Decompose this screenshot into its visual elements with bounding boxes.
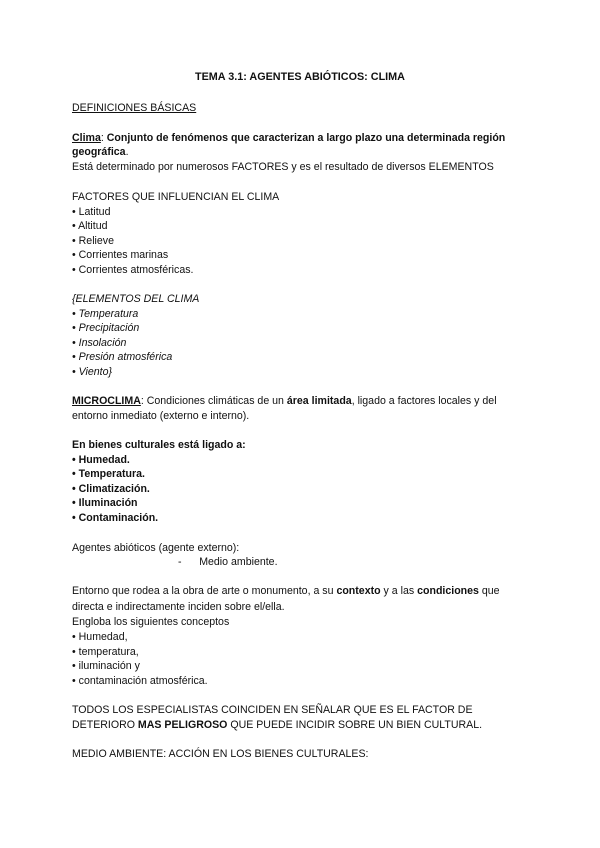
factores-item: • Corrientes atmosféricas. bbox=[72, 264, 194, 276]
elementos-item: • Precipitación bbox=[72, 322, 140, 334]
factores-item: • Corrientes marinas bbox=[72, 249, 169, 261]
section-heading: DEFINICIONES BÁSICAS bbox=[72, 102, 197, 114]
factores-item: • Altitud bbox=[72, 220, 108, 232]
especialistas-line2 bbox=[72, 718, 482, 732]
microclima-line2: entorno inmediato (externo e interno). bbox=[72, 410, 250, 422]
agentes-item: - Medio ambiente. bbox=[178, 556, 278, 568]
elementos-heading: {ELEMENTOS DEL CLIMA bbox=[72, 293, 200, 305]
entorno-item: • Humedad, bbox=[72, 631, 128, 643]
clima-description: Está determinado por numerosos FACTORES y es el resultado de diversos ELEMENTOS bbox=[72, 161, 494, 173]
entorno-line3: Engloba los siguientes conceptos bbox=[72, 616, 230, 628]
clima-definition-line2 bbox=[72, 145, 129, 159]
bienes-item: • Contaminación. bbox=[72, 512, 159, 524]
especialistas-line1: TODOS LOS ESPECIALISTAS COINCIDEN EN SEÑALAR QUE ES EL FACTOR DE bbox=[72, 704, 473, 716]
microclima-line1 bbox=[72, 394, 497, 408]
bienes-heading: En bienes culturales está ligado a: bbox=[72, 439, 246, 451]
entorno-text-b: y a las bbox=[380, 585, 418, 597]
entorno-line2: directa e indirectamente inciden sobre el/ella. bbox=[72, 601, 285, 613]
clima-period: . bbox=[125, 146, 129, 158]
microclima-term: MICROCLIMA bbox=[72, 395, 141, 407]
bienes-item: • Iluminación bbox=[72, 497, 138, 509]
especialistas-bold: MAS PELIGROSO bbox=[137, 719, 228, 731]
elementos-item: • Insolación bbox=[72, 337, 127, 349]
elementos-item: • Temperatura bbox=[72, 308, 139, 320]
page-title: TEMA 3.1: AGENTES ABIÓTICOS: CLIMA bbox=[195, 71, 405, 83]
entorno-text-a: Entorno que rodea a la obra de arte o monumento, a su bbox=[72, 585, 337, 597]
factores-item: • Relieve bbox=[72, 235, 114, 247]
agentes-label: Agentes abióticos (agente externo): bbox=[72, 542, 240, 554]
clima-definition: Conjunto de fenómenos que caracterizan a largo plazo una determinada región bbox=[106, 132, 506, 144]
microclima-bold: área limitada bbox=[286, 395, 352, 407]
microclima-text-b: , ligado a factores locales y del bbox=[351, 395, 497, 407]
entorno-item: • contaminación atmosférica. bbox=[72, 675, 208, 687]
factores-item: • Latitud bbox=[72, 206, 111, 218]
bienes-item: • Temperatura. bbox=[72, 468, 145, 480]
factores-heading: FACTORES QUE INFLUENCIAN EL CLIMA bbox=[72, 191, 280, 203]
especialistas-text-a: DETERIORO bbox=[72, 719, 138, 731]
entorno-condiciones: condiciones bbox=[417, 585, 479, 597]
clima-term: Clima bbox=[72, 132, 101, 144]
elementos-item: • Viento} bbox=[72, 366, 113, 378]
entorno-line1 bbox=[72, 584, 500, 598]
microclima-text-a: : Condiciones climáticas de un bbox=[140, 395, 287, 407]
entorno-text-c: que bbox=[478, 585, 500, 597]
entorno-item: • temperatura, bbox=[72, 646, 139, 658]
bienes-item: • Climatización. bbox=[72, 483, 150, 495]
clima-definition-end: geográfica bbox=[72, 146, 126, 158]
clima-colon: : bbox=[100, 132, 104, 144]
bienes-item: • Humedad. bbox=[72, 454, 130, 466]
entorno-contexto: contexto bbox=[336, 585, 381, 597]
medio-ambiente-heading: MEDIO AMBIENTE: ACCIÓN EN LOS BIENES CULTURALES: bbox=[72, 748, 369, 760]
elementos-item: • Presión atmosférica bbox=[72, 351, 173, 363]
especialistas-text-b: QUE PUEDE INCIDIR SOBRE UN BIEN CULTURAL. bbox=[227, 719, 483, 731]
entorno-item: • iluminación y bbox=[72, 660, 140, 672]
clima-definition-line1 bbox=[72, 131, 505, 145]
